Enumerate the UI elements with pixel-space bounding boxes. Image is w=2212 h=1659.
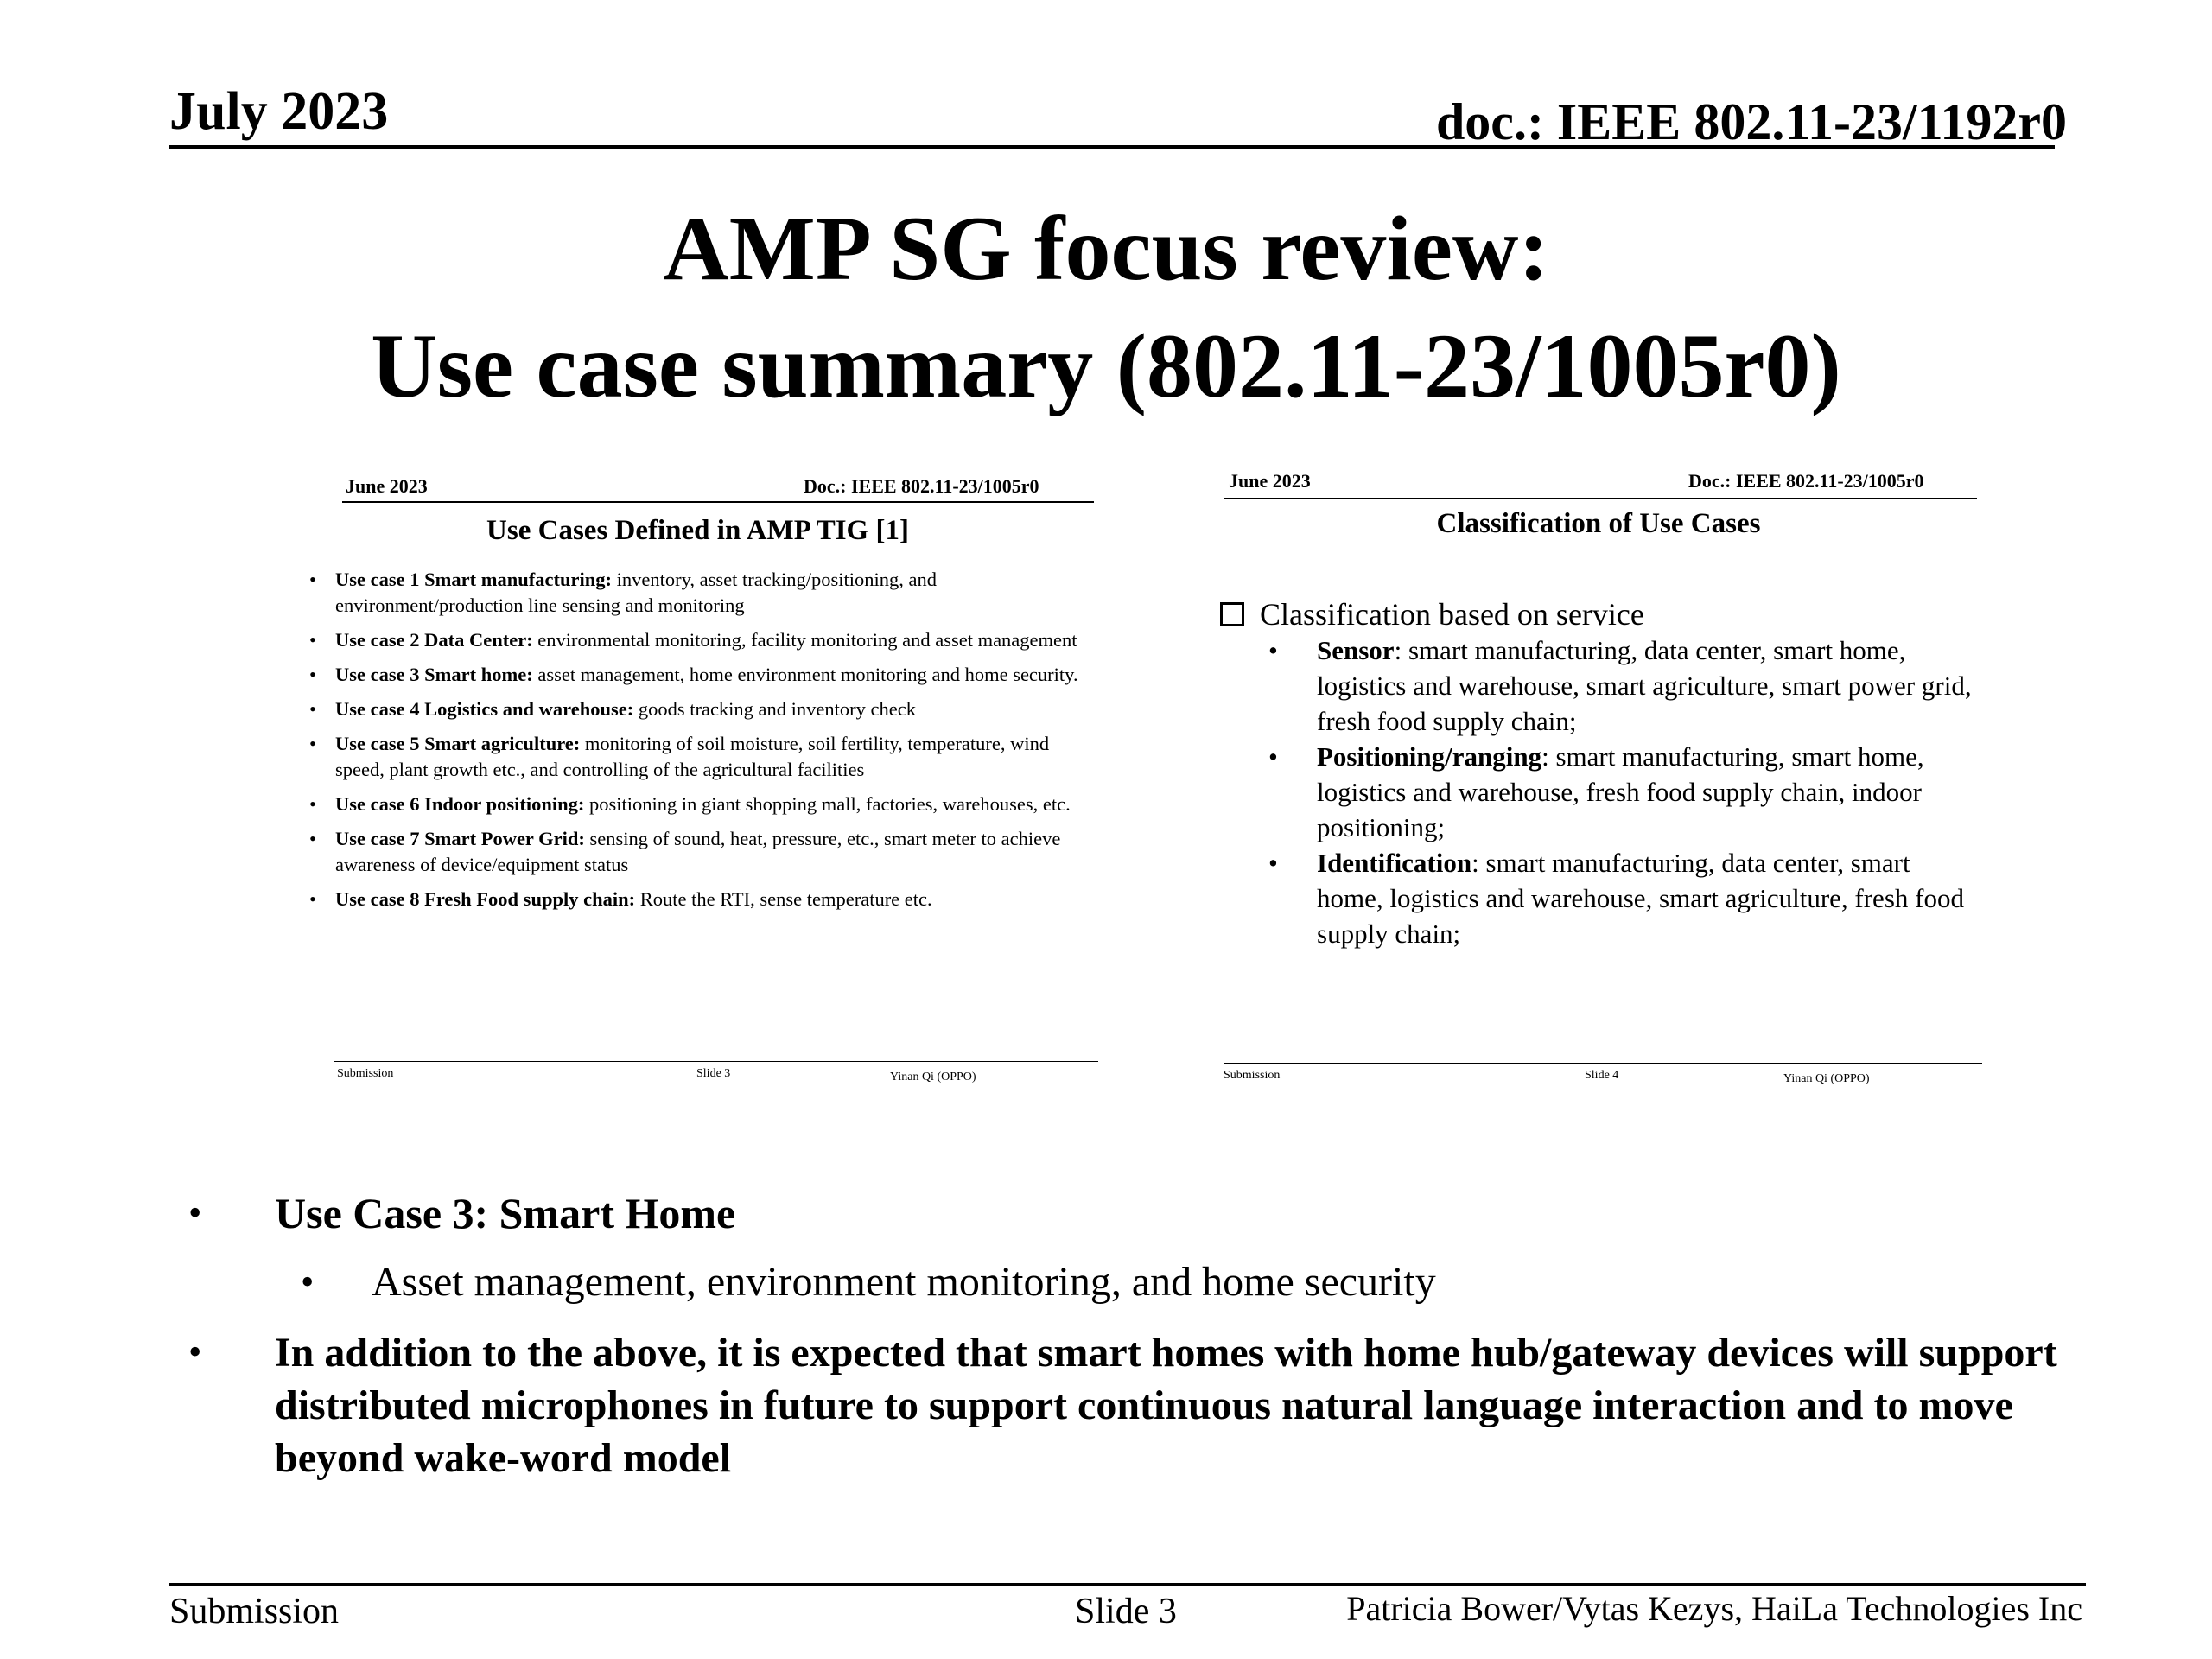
bullet-text: In addition to the above, it is expected that smart homes with home hub/gateway devices will support distributed microphones in future to support continuous natural language interaction and to move beyond wake-word model — [275, 1330, 2057, 1481]
checkbox-icon — [1220, 602, 1244, 626]
list-item: • Use case 7 Smart Power Grid: sensing of sound, heat, pressure, etc., smart meter to achieve awareness of device/equipment status — [309, 828, 1061, 875]
slide-thumbnail-use-cases — [294, 477, 1102, 1099]
thumbnail-doc-number: Doc.: IEEE 802.11-23/1005r0 — [1688, 470, 1924, 492]
header-divider — [169, 145, 2055, 149]
thumbnail-header-divider — [342, 501, 1094, 503]
slide-thumbnail-classification — [1218, 472, 1979, 1094]
slide-title-line-1: AMP SG focus review: — [663, 198, 1549, 299]
slide-title — [0, 190, 2212, 425]
thumbnail-footer-slide: Slide 3 — [696, 1067, 731, 1080]
thumbnail-footer-divider — [1224, 1063, 1982, 1064]
footer-slide-number: Slide 3 — [1075, 1592, 1177, 1631]
thumbnail-header-divider — [1224, 498, 1977, 499]
bullet-icon: • — [301, 1261, 315, 1303]
footer-divider — [169, 1583, 2086, 1586]
thumbnail-footer-slide: Slide 4 — [1585, 1069, 1619, 1082]
bullet-text: Use Case 3: Smart Home — [275, 1189, 736, 1237]
thumbnail-title: Use Cases Defined in AMP TIG [1] — [486, 515, 909, 546]
header-doc-number: doc.: IEEE 802.11-23/1192r0 — [1435, 93, 2067, 150]
bullet-icon: • — [188, 1331, 202, 1373]
bullet-icon: • — [188, 1192, 202, 1234]
thumbnail-footer-left: Submission — [337, 1067, 394, 1080]
classification-list — [1262, 632, 1979, 951]
thumbnail-footer-author: Yinan Qi (OPPO) — [1783, 1072, 1870, 1085]
list-item: • Use case 4 Logistics and warehouse: goods tracking and inventory check — [309, 698, 916, 720]
list-item: • Use case 2 Data Center: environmental monitoring, facility monitoring and asset management — [309, 629, 1077, 651]
slide-title-line-2: Use case summary (802.11-23/1005r0) — [371, 315, 1841, 416]
thumbnail-date: June 2023 — [1229, 470, 1311, 492]
list-item: • Use case 8 Fresh Food supply chain: Route the RTI, sense temperature etc. — [309, 888, 932, 910]
header-date: July 2023 — [169, 82, 389, 141]
footer-submission: Submission — [169, 1592, 340, 1631]
bullet-text: Asset management, environment monitoring, and home security — [372, 1259, 1436, 1305]
list-item: • Positioning/ranging: smart manufacturing, smart home, logistics and warehouse, fresh food supply chain, indoor positioning; — [1268, 741, 1924, 842]
list-item: • Use case 3 Smart home: asset management, home environment monitoring and home security. — [309, 664, 1078, 685]
thumbnail-date: June 2023 — [346, 475, 428, 497]
classification-heading: Classification based on service — [1220, 596, 1644, 633]
use-case-list — [304, 567, 1099, 921]
list-item: • Use case 6 Indoor positioning: positioning in giant shopping mall, factories, warehouses, etc. — [309, 793, 1071, 815]
list-item: • Identification: smart manufacturing, data center, smart home, logistics and warehouse, smart agriculture, fresh food supply chain; — [1268, 848, 1964, 949]
footer-authors: Patricia Bower/Vytas Kezys, HaiLa Technologies Inc — [1346, 1589, 2082, 1628]
thumbnail-footer-author: Yinan Qi (OPPO) — [890, 1071, 976, 1084]
list-item: • Use case 5 Smart agriculture: monitoring of soil moisture, soil fertility, temperature, wind speed, plant growth etc., and controlling of the agricultural facilities — [309, 733, 1050, 780]
thumbnail-doc-number: Doc.: IEEE 802.11-23/1005r0 — [804, 475, 1039, 497]
thumbnail-footer-left: Submission — [1224, 1069, 1281, 1082]
list-item: • Sensor: smart manufacturing, data center, smart home, logistics and warehouse, smart agriculture, smart power grid, fresh food supply chain; — [1268, 635, 1972, 736]
thumbnail-footer-divider — [334, 1061, 1098, 1062]
list-item: • Use case 1 Smart manufacturing: inventory, asset tracking/positioning, and environment/production line sensing and monitoring — [309, 569, 937, 616]
thumbnail-title: Classification of Use Cases — [1436, 508, 1761, 539]
